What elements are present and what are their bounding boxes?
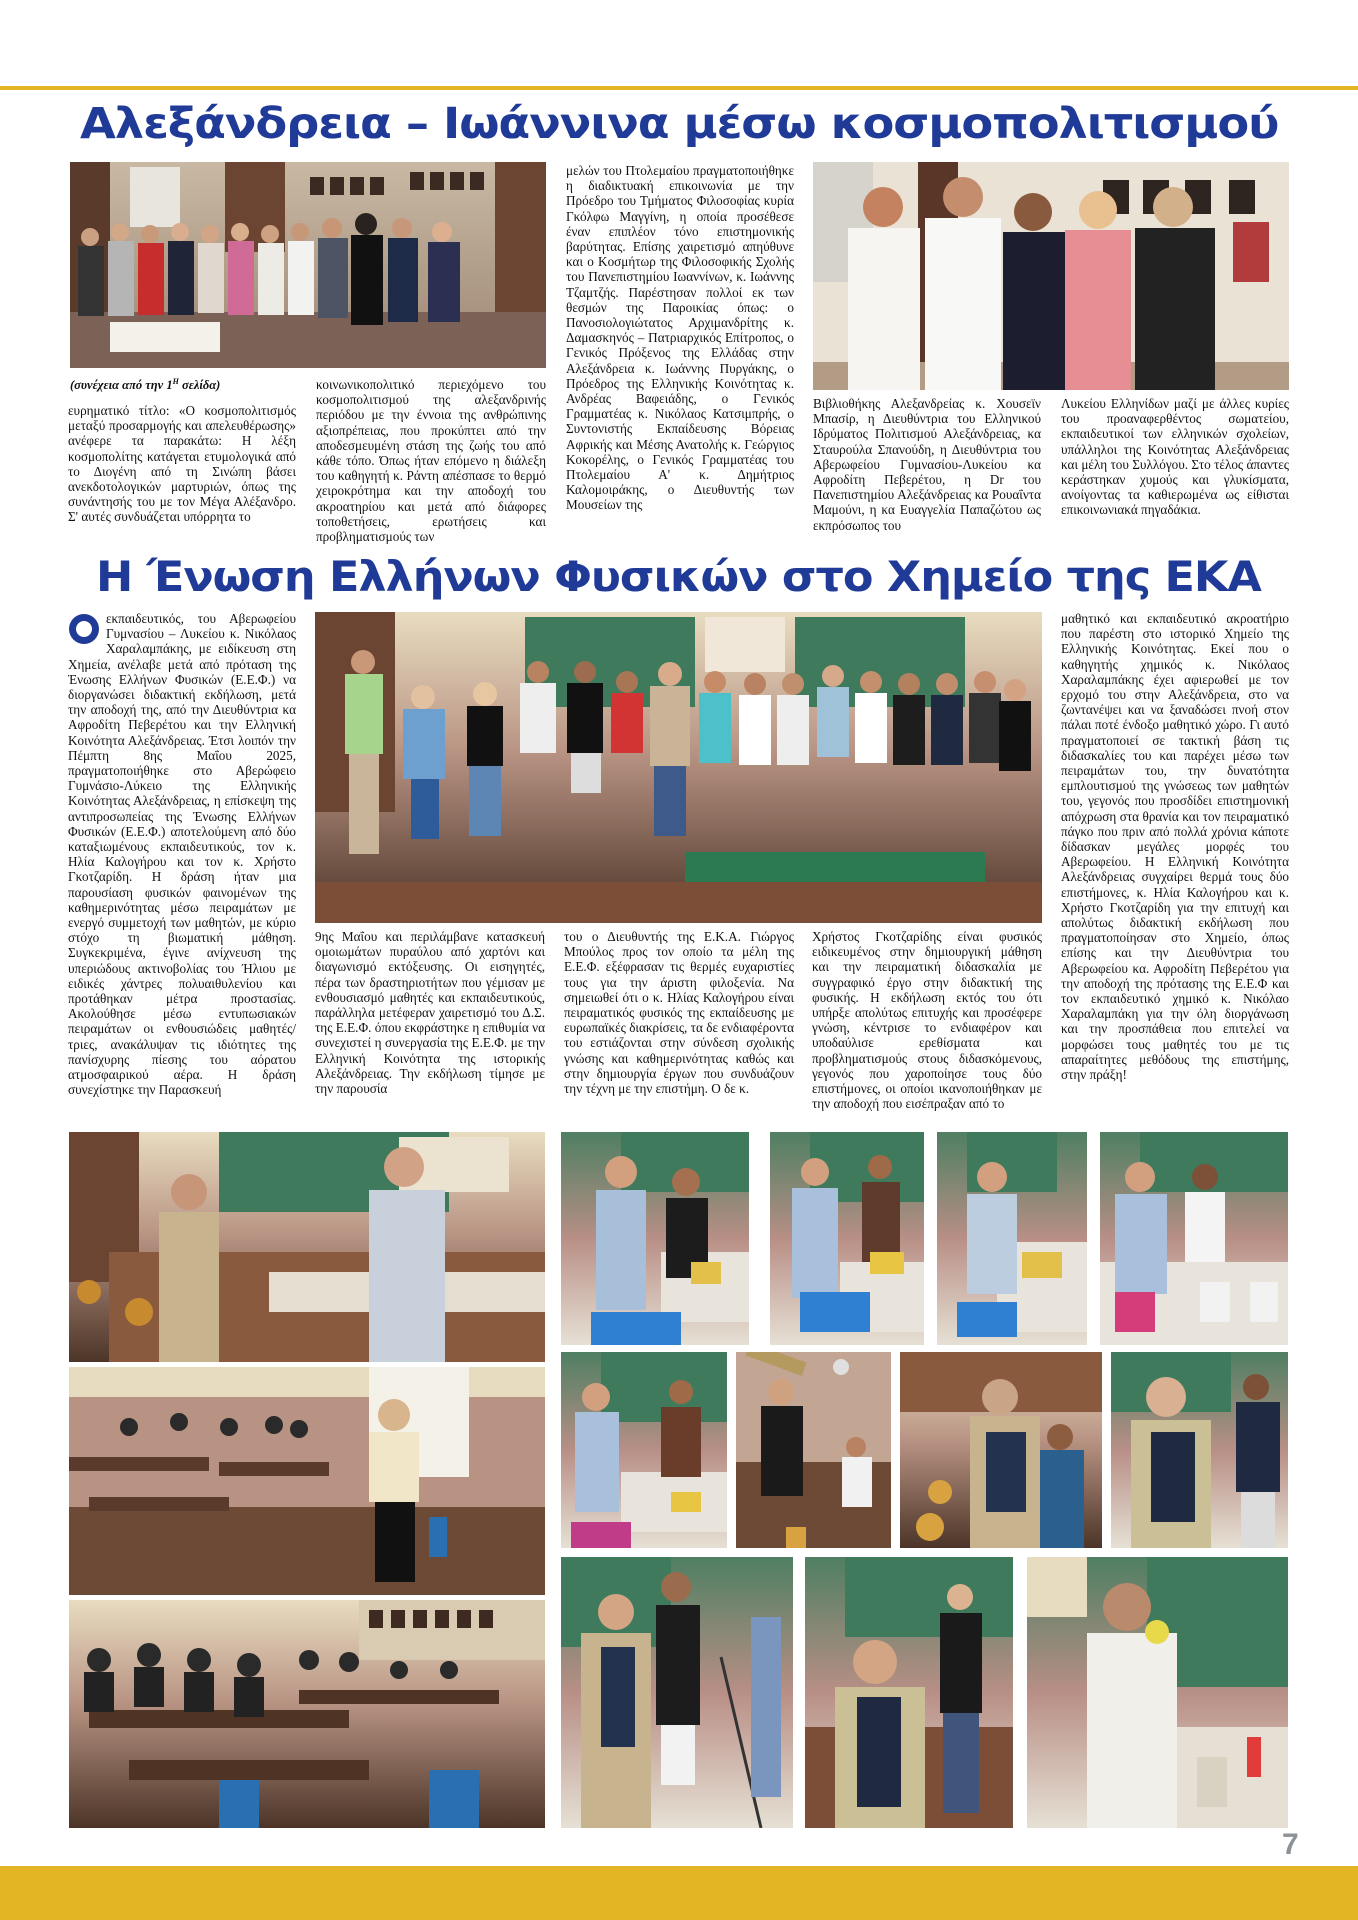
- article1-headline: Αλεξάνδρεια – Ιωάννινα μέσω κοσμοπολιτισμού: [80, 99, 1279, 149]
- group-photo-chemistry-lab: [315, 612, 1042, 923]
- photo-experiment-6: [736, 1352, 891, 1548]
- photo-experiment-10: [805, 1557, 1013, 1828]
- group-photo-reception: [70, 162, 546, 368]
- article2-column-4-text: Χρήστος Γκοτζαρίδης είναι φυσικός ειδικευμένος στην δημιουργική μάθηση και την πειραματική διδασκαλία με συγγραφικό έργο στην διδακτική της φυσικής. Η εκδήλωση εκτός του ότι υπήρξε απολύτως επιτυχής και προσέφερε γνώση, κέντρισε το ενδιαφέρον και υποδαύλισε ερεθίσματα και προβληματισμούς στους διδασκόμενους, γεγονός που χαροποίησε τους δύο επιστήμονες, οι οποίοι ικανοποιήθηκαν με την αποδοχή που εισέπραξαν από το: [812, 929, 1042, 1112]
- article1-column-5-text: Λυκείου Ελληνίδων μαζί με άλλες κυρίες του προαναφερθέντος σωματείου, εκπαιδευτικοί των ελληνικών σχολείων, υπάλληλοι της Κοινότητας Αλεξάνδρειας και μέλη του Συλλόγου. Στο τέλος άπαντες κεράστηκαν χυμούς και γλυκίσματα, ανοίγοντας τα καθιερωμένα ως είθισται επικοινωνιακά πηγαδάκια.: [1061, 396, 1289, 518]
- dropcap-letter-icon: [68, 613, 100, 645]
- article2-column-5-text: μαθητικό και εκπαιδευτικό ακροατήριο που παρέστη στο ιστορικό Χημείο της Ελληνικής Κοινότητας. Εκεί που ο καθηγητής χημικός κ. Νικόλαος Χαραλαμπάκης έχει αφιερωθεί με τον ερχομό του στην Αλεξάνδρεια, στο να ζωντανέψει και να ξαναδώσει πνοή στον πάλαι ποτέ ένδοξο μαθητικό χώρο. Γι αυτό πραγματοποιεί σε τακτική βάση τις διδασκαλίες του και παρέχει μέσω των πειραμάτων του, την δυνατότητα εμπλουτισμού της γνώσεως των μαθητών του, γεγονός που προσδίδει επιστημονική απόχρωση στα θρανία και τον πειραματικό πάγκο που πριν από πολλά χρόνια κάποτε δίδασκαν μεγάλες μορφές του Αβερωφείου. Η Ελληνική Κοινότητα Αλεξάνδρειας συγχαίρει θερμά τους δύο επιστήμονες, κ. Ηλία Καλογήρου και κ. Χρήστο Γκοτζαρίδη για την επιτυχή και απολύτως διδακτική εκδήλωση που πραγματοποίησαν στο Χημείο, όπως επίσης και την Διευθύντρια του Αβερωφείου κα. Αφροδίτη Πεβερέτου για την αποδοχή της πρότασης της Ε.Ε.Φ και τον εκπαιδευτικό χημικό κ. Νικόλαο Χαραλαμπάκη για την όλη διοργάνωση και την προσπάθεια που επιτελεί να μορφώσει τους μαθητές του με τις απαραίτητες μεθόδους της επιστήμης, στην πράξη!: [1061, 611, 1289, 1083]
- article2-column-2: [315, 929, 545, 1124]
- article1-column-2-text: κοινωνικοπολιτικό περιεχόμενο του κοσμοπολιτισμού της αλεξανδρινής περιόδου με την έννοια της ανθρώπινης αξιοπρέπειας, που προκύπτει από την αποδεσμευμένη στάση της ζωής του από κάθε τόπο. Όπως ήταν επόμενο η διάλεξη του καθηγητή κ. Ράντη απέσπασε το θερμό χειροκρότημα και την αποδοχή του ακροατηρίου και μετά από διάφορες τοποθετήσεις, ερωτήσεις και προβληματισμούς των: [316, 377, 546, 545]
- photo-students-desks: [69, 1600, 545, 1828]
- photo-experiment-1: [561, 1132, 749, 1345]
- photo-experiment-3: [937, 1132, 1087, 1345]
- photo-experiment-4: [1100, 1132, 1288, 1345]
- continued-superscript: Η: [172, 377, 179, 386]
- article1-column-2: [316, 377, 546, 550]
- article1-column-4-text: Βιβλιοθήκης Αλεξανδρείας κ. Χουσεϊν Μπασίρ, η Διευθύντρια του Ελληνικού Ιδρύματος Πολιτισμού Αλεξάνδρειας, κα Σταυρούλα Σπανούδη, η Διευθύντρια του Αβερωφείου Γυμνασίου-Λυκείου κα Αφροδίτη Πεβερέτου, η Dr του Πανεπιστημίου Αλεξάνδρειας κα Ρουαΐντα Μαμούνι, η κα Ευαγγελία Παπαζώτου ως εκπρόσωπος του: [813, 396, 1041, 533]
- photo-five-people: [813, 162, 1289, 390]
- continued-note: [70, 377, 290, 393]
- article2-column-2-text: 9ης Μαΐου και περιλάμβανε κατασκευή ομοιωμάτων πυραύλου από χαρτόνι και διαγωνισμό εκτόξευσης. Οι εισηγητές, πέρα των δραστηριοτήτων που γέμισαν με ενθουσιασμό μαθητές και εκπαιδευτικούς, παράλληλα μετέφεραν χαιρετισμό του Δ.Σ. της Ε.Ε.Φ. όπου εκφράστηκε η επιθυμία να συνεχιστεί η συνεργασία της Ε.Ε.Φ. με την Ελληνική Κοινότητα της ιστορικής Αλεξάνδρειας. Την εκδήλωση τίμησε με την παρουσία: [315, 929, 545, 1097]
- photo-classroom-teacher: [69, 1367, 545, 1595]
- bottom-bar: [0, 1866, 1358, 1920]
- continued-text: (συνέχεια από την 1: [70, 378, 173, 393]
- article1-column-1-text: ευρηματικό τίτλο: «Ο κοσμοπολιτισμός μεταξύ προσαρμογής και απελευθέρωσης» ανέφερε τα παρακάτω: Η λέξη κοσμοπολίτης κατάγεται ετυμολογικά από το Διογένη από τη Σινώπη βάσει ανεκδοτολογικών μαρτυριών, όπως της συνάντησής του με τον Μέγα Αλέξανδρο. Σ' αυτές συνδυάζεται υπόρρητα το: [68, 403, 296, 525]
- photo-lecture-two-men: [69, 1132, 545, 1362]
- photo-experiment-8: [1111, 1352, 1288, 1548]
- photo-experiment-9: [561, 1557, 793, 1828]
- photo-experiment-2: [770, 1132, 924, 1345]
- article1-column-5: [1061, 396, 1289, 550]
- article2-column-4: [812, 929, 1042, 1124]
- photo-experiment-11: [1027, 1557, 1288, 1828]
- article1-column-3-text: μελών του Πτολεμαίου πραγματοποιήθηκε η διαδικτυακή επικοινωνία με την Πρόεδρο του Τμήματος Φιλοσοφίας κυρία Γκόλφω Μαγγίνη, η οποία προσέθεσε έναν επιπλέον τόνο επιστημονικής βαρύτητας. Επίσης χαιρετισμό απηύθυνε και ο Κοσμήτωρ της Φιλοσοφικής Σχολής του Πανεπιστημίου Ιωαννίνων, κ. Ιωάννης Τζαμτζής. Παρέστησαν πολλοί εκ των θεσμών της Παροικίας όπως: ο Πανοσιολογιώτατος Αρχιμανδρίτης κ. Δαμασκηνός – Πατριαρχικός Επίτροπος, ο Γενικός Πρόξενος της Ελλάδας στην Αλεξάνδρεια κ. Ιωάννης Πυργάκης, ο Πρόεδρος της Ελληνικής Κοινότητας κ. Ανδρέας Βαφειάδης, ο Γενικός Γραμματέας κ. Νικόλαος Κατσιμπρής, ο Συντονιστής Εκπαίδευσης Βόρειας Αφρικής και Μέσης Ανατολής κ. Γεώργιος Κοκορέλης, ο Γενικός Γραμματέας του Πτολεμαίου Α' κ. Δημήτριος Καλομοιράκης, ο Διευθυντής των Μουσείων της: [566, 163, 794, 513]
- article1-column-3: [566, 163, 794, 550]
- photo-experiment-5: [561, 1352, 727, 1548]
- continued-text-end: σελίδα): [178, 378, 221, 393]
- page-number: 7: [1282, 1828, 1299, 1861]
- article2-column-5: [1061, 611, 1289, 1124]
- article2-headline: Η Ένωση Ελλήνων Φυσικών στο Χημείο της ΕΚΑ: [96, 552, 1261, 601]
- article1-column-1: [68, 403, 296, 550]
- article2-column-3: [564, 929, 794, 1124]
- photo-experiment-7: [900, 1352, 1102, 1548]
- article2-column-1: [68, 611, 296, 1124]
- article2-column-3-text: του ο Διευθυντής της Ε.Κ.Α. Γιώργος Μπούλος προς τον οποίο τα μέλη της Ε.Ε.Φ. εξέφρασαν τις θερμές ευχαριστίες τους για την άριστη φιλοξενία. Να σημειωθεί ότι ο κ. Ηλίας Καλογήρου είναι πειραματικός φυσικός της εκπαίδευσης με ευρωπαϊκές διακρίσεις, τα δε ενδιαφέροντα του εστιάζονται στην σύνδεση σχολικής γνώσης και καθημερινότητας καθώς και στην δημιουργία έργων που συνδυάζουν την τέχνη με την επιστήμη. Ο δε κ.: [564, 929, 794, 1097]
- top-rule: [0, 86, 1358, 90]
- article1-column-4: [813, 396, 1041, 550]
- article2-column-1-text: εκπαιδευτικός, του Αβερωφείου Γυμνασίου – Λυκείου κ. Νικόλαος Χαραλαμπάκης, με ειδίκευση στη Χημεία, ανέλαβε μετά από πρόταση της Ένωσης Ελλήνων Φυσικών (Ε.Ε.Φ.) να διοργανώσει διδακτική εκδήλωση, μετά την αποδοχή της, από την Διευθύντρια κα Αφροδίτη Πεβερέτου και την Ελληνική Κοινότητα Αλεξάνδρειας. Έτσι λοιπόν την Πέμπτη 8ης Μαΐου 2025, πραγματοποιήθηκε στο Αβερώφειο Γυμνάσιο-Λύκειο της Ελληνικής Κοινότητας Αλεξάνδρειας, η επίσκεψη της αντιπροσωπείας της Ένωσης Ελλήνων Φυσικών (Ε.Ε.Φ.) αποτελούμενη από δύο καταξιωμένους εκπαιδευτικούς, τον κ. Ηλία Καλογήρου και τον κ. Χρήστο Γκοτζαρίδη. Η δράση ήταν μια παρουσίαση φυσικών φαινομένων της καθημερινότητας μέσω πειραμάτων με ενεργό συμμετοχή των μαθητών, με κύριο στόχο τη βιωματική μάθηση. Συγκεκριμένα, έγινε ανίχνευση της υπεριώδους ακτινοβολίας του Ήλιου με ειδικές χάντρες πολυαιθυλενίου και προτάθηκαν μέτρα προστασίας. Ακολούθησε μέσω εντυπωσιακών πειραμάτων οι ενθουσιώδεις μαθητές/τριες, ανακάλυψαν τις ιδιότητες της πανίσχυρης πίεσης του αόρατου ατμοσφαιρικού αέρα. Η δράση συνεχίστηκε την Παρασκευή: [68, 611, 296, 1098]
